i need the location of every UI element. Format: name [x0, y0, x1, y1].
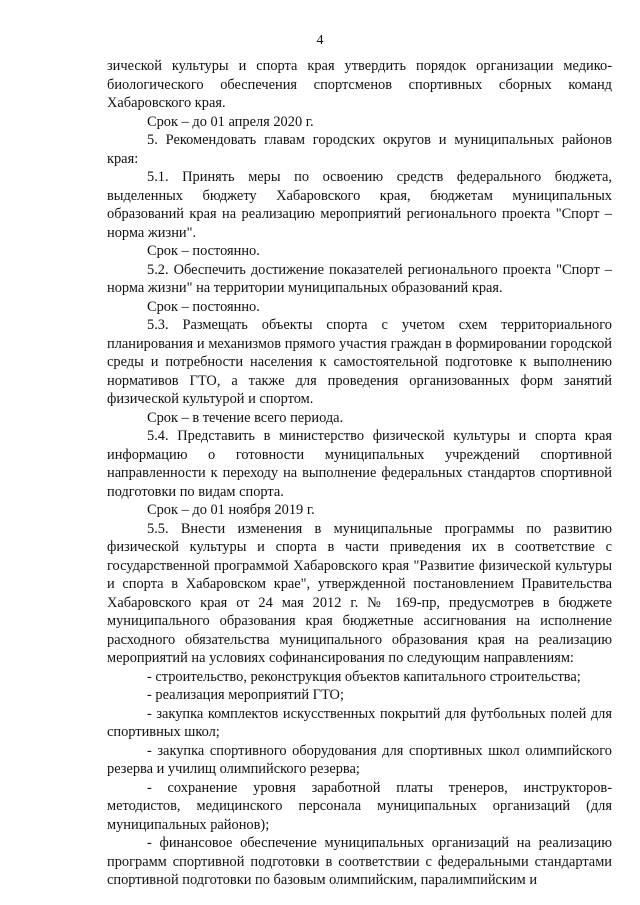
paragraph-deadline: Срок – до 01 ноября 2019 г. [147, 502, 315, 518]
paragraph-item-5: 5. Рекомендовать главам городских округов и муниципальных районов края: [107, 132, 612, 167]
list-item: - реализация мероприятий ГТО; [147, 687, 344, 703]
paragraph-item-5-2: 5.2. Обеспечить достижение показателей регионального проекта "Спорт – норма жизни" на территории муниципальных образований края. [107, 261, 612, 296]
page-number: 4 [316, 33, 324, 48]
list-item: - закупка спортивного оборудования для спортивных школ олимпийского резерва и училищ олимпийского резерва; [107, 742, 612, 777]
document-body [107, 57, 612, 890]
list-item: - закупка комплектов искусственных покрытий для футбольных полей для спортивных школ; [107, 705, 612, 740]
paragraph-continuation: зической культуры и спорта края утвердить порядок организации медико-биологического обеспечения спортсменов спортивных сборных команд Хабаровского края. [107, 58, 612, 111]
paragraph-deadline: Срок – постоянно. [147, 298, 260, 315]
paragraph-deadline: Срок – до 01 апреля 2020 г. [147, 113, 314, 130]
paragraph-item-5-4: 5.4. Представить в министерство физической культуры и спорта края информацию о готовности муниципальных учреждений спортивной направленности к переходу на выполнение федеральных стандартов спортивной подготовки по видам спорта. [107, 428, 612, 500]
list-item: - строительство, реконструкция объектов капитального строительства; [147, 668, 581, 685]
list-item: - финансовое обеспечение муниципальных организаций на реализацию программ спортивной подготовки в соответствии с федеральными стандартами спортивной подготовки по базовым олимпийским, паралимпийским и [107, 835, 612, 888]
paragraph-item-5-3: 5.3. Размещать объекты спорта с учетом схем территориального планирования и механизмов прямого участия граждан в формировании городской среды и потребности населения к самостоятельной подготовке к выполнению нормативов ГТО, а также для проведения организованных форм занятий физической культурой и спортом. [107, 317, 612, 407]
paragraph-item-5-1: 5.1. Принять меры по освоению средств федерального бюджета, выделенных бюджету Хабаровского края, бюджетам муниципальных образований края на реализацию мероприятий регионального проекта "Спорт – норма жизни". [107, 169, 612, 241]
paragraph-deadline: Срок – постоянно. [147, 243, 260, 259]
paragraph-item-5-5: 5.5. Внести изменения в муниципальные программы по развитию физической культуры и спорта в части приведения их в соответствие с государственной программой Хабаровского края "Развитие физической культуры и спорта в Хабаровском крае", утвержденной постановлением Правительства Хабаровского края от 24 мая 2012 г. № 169-пр, предусмотрев в бюджете муниципального образования края бюджетные ассигнования на исполнение расходного обязательства муниципального образования края на реализацию мероприятий на условиях софинансирования по следующим направлениям: [107, 520, 612, 666]
list-item: - сохранение уровня заработной платы тренеров, инструкторов-методистов, медицинского персонала муниципальных организаций (для муниципальных районов); [107, 779, 612, 833]
paragraph-deadline: Срок – в течение всего периода. [147, 409, 344, 426]
